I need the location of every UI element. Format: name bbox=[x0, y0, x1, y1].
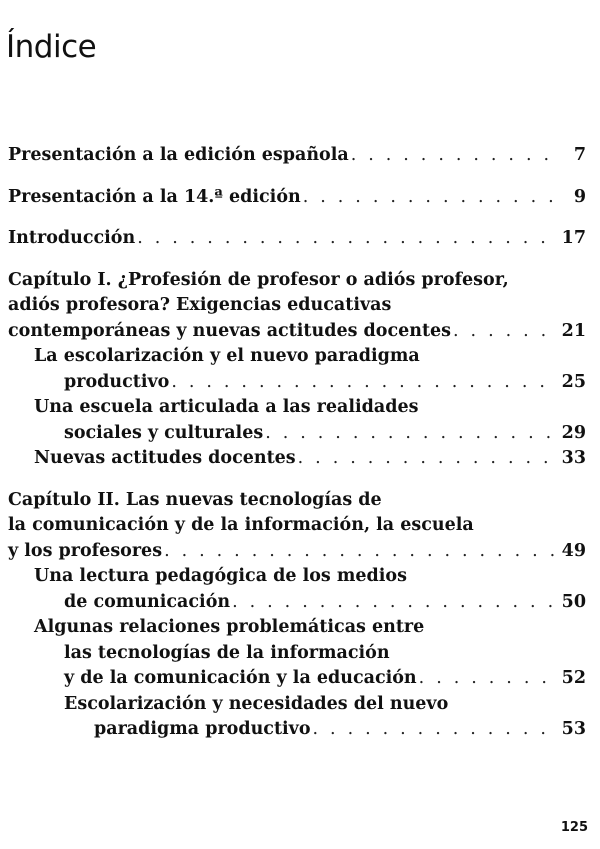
toc-entry-title: y los profesores bbox=[8, 540, 163, 561]
leader-dots bbox=[171, 370, 555, 396]
toc-subentry-title: Nuevas actitudes docentes bbox=[34, 448, 296, 468]
toc-page-number: 53 bbox=[561, 719, 586, 739]
leader-dots bbox=[232, 590, 556, 616]
leader-dots bbox=[137, 226, 555, 252]
toc-subentry-title: y de la comunicación y la educación bbox=[64, 668, 417, 688]
toc-entry-introduccion bbox=[8, 226, 586, 252]
toc-page-number: 29 bbox=[561, 422, 586, 443]
leader-dots bbox=[265, 421, 555, 447]
toc-subentry-title: Escolarización y necesidades del nuevo bbox=[64, 693, 449, 714]
toc-subentry-title: las tecnologías de la información bbox=[64, 642, 390, 663]
toc-subentry-title: Algunas relaciones problemáticas entre bbox=[34, 617, 425, 637]
table-of-contents bbox=[8, 143, 586, 759]
toc-subentry-title: sociales y culturales bbox=[64, 422, 264, 443]
toc-page-number: 21 bbox=[561, 320, 586, 341]
toc-page-number: 49 bbox=[561, 540, 586, 561]
toc-entry-title: contemporáneas y nuevas actitudes docentes bbox=[8, 320, 452, 341]
toc-page-number: 7 bbox=[573, 145, 586, 165]
leader-dots bbox=[419, 666, 556, 692]
toc-chapter-2 bbox=[8, 488, 586, 743]
leader-dots bbox=[303, 185, 558, 211]
toc-subentry-title: Una escuela articulada a las realidades bbox=[34, 397, 419, 417]
leader-dots bbox=[453, 319, 556, 345]
toc-entry-title: Presentación a la edición española bbox=[8, 145, 349, 165]
toc-entry-title: adiós profesora? Exigencias educativas bbox=[8, 295, 392, 315]
toc-page-number: 50 bbox=[561, 591, 586, 612]
leader-dots bbox=[298, 446, 556, 472]
page-title: Índice bbox=[6, 28, 97, 65]
toc-page-number: 17 bbox=[561, 228, 586, 248]
toc-page-number: 33 bbox=[561, 448, 586, 468]
toc-entry-presentacion-espanola bbox=[8, 143, 586, 169]
toc-entry-presentacion-14 bbox=[8, 185, 586, 211]
toc-subentry-title: productivo bbox=[64, 371, 170, 392]
toc-entry-title: Capítulo I. ¿Profesión de profesor o adiós profesor, bbox=[8, 269, 509, 290]
leader-dots bbox=[164, 539, 556, 565]
toc-chapter-1 bbox=[8, 268, 586, 472]
leader-dots bbox=[351, 143, 558, 169]
toc-subentry-title: Una lectura pedagógica de los medios bbox=[34, 566, 407, 586]
toc-entry-title: Introducción bbox=[8, 228, 136, 248]
toc-entry-title: Presentación a la 14.ª edición bbox=[8, 186, 301, 207]
toc-page-number: 25 bbox=[561, 371, 586, 392]
toc-page-number: 52 bbox=[561, 668, 586, 688]
toc-entry-title: Capítulo II. Las nuevas tecnologías de bbox=[8, 489, 382, 510]
toc-subentry-title: de comunicación bbox=[64, 591, 231, 612]
toc-subentry-title: paradigma productivo bbox=[94, 719, 311, 739]
toc-subentry-title: La escolarización y el nuevo paradigma bbox=[34, 346, 420, 366]
toc-entry-title: la comunicación y de la información, la escuela bbox=[8, 515, 474, 535]
leader-dots bbox=[313, 717, 556, 743]
toc-page-number: 9 bbox=[573, 186, 586, 207]
page-folio-number: 125 bbox=[560, 820, 588, 835]
